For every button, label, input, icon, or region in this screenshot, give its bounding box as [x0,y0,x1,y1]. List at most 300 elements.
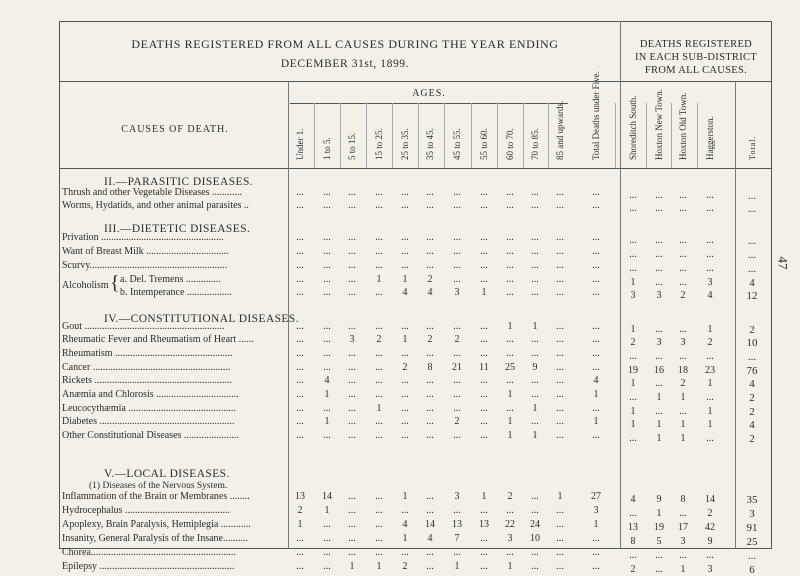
table-cell: ... [323,260,331,271]
table-cell: ... [679,190,687,201]
table-cell: 14 [322,491,332,502]
table-cell: 4 [324,375,330,386]
table-cell: ... [655,263,663,274]
table-cell: 1 [481,287,487,298]
table-cell: ... [592,246,600,257]
table-cell: ... [401,200,409,211]
table-cell: ... [556,246,564,257]
table-cell: 13 [295,491,305,502]
table-cell: ... [706,433,714,444]
table-cell: ... [375,505,383,516]
table-cell: ... [531,389,539,400]
table-date: DECEMBER 31st, 1899. [280,58,410,70]
table-cell: ... [531,287,539,298]
table-cell: ... [629,263,637,274]
table-cell: ... [480,403,488,414]
table-cell: ... [296,561,304,572]
table-cell: 2 [707,508,713,519]
table-cell: ... [401,403,409,414]
table-cell: ... [679,324,687,335]
table-cell: ... [506,348,514,359]
table-cell: ... [453,232,461,243]
rule-ages [290,103,568,104]
table-cell: ... [323,246,331,257]
table-cell: 4 [630,494,636,505]
table-cell: 42 [705,522,715,533]
table-cell: ... [375,362,383,373]
table-cell: ... [296,547,304,558]
cause-label: Chorea.......................................................... [62,547,236,558]
section-constitutional: IV.—CONSTITUTIONAL DISEASES. [104,313,299,325]
table-cell: 2 [507,491,513,502]
table-cell: 1 [707,406,713,417]
subdistrict-title [620,38,772,77]
table-cell: 2 [376,334,382,345]
column-header: 5 to 15. [347,132,357,160]
column-rule [497,103,498,168]
table-cell: 2 [402,362,408,373]
table-cell: 1 [593,389,599,400]
table-cell: ... [323,232,331,243]
table-cell: ... [296,287,304,298]
table-cell: ... [480,505,488,516]
table-cell: 1 [324,505,330,516]
table-cell: 1 [593,416,599,427]
table-cell: ... [655,235,663,246]
table-cell: ... [506,334,514,345]
table-cell: ... [531,246,539,257]
table-cell: ... [531,274,539,285]
table-cell: ... [323,430,331,441]
table-cell: ... [556,416,564,427]
rule-total [735,81,736,549]
table-cell: ... [592,430,600,441]
table-cell: ... [531,200,539,211]
cause-label: Epilepsy ...................................................... [62,561,235,572]
table-cell: 3 [656,337,662,348]
table-cell: ... [426,416,434,427]
causes-header: CAUSES OF DEATH. [121,124,229,135]
table-cell: 1 [376,403,382,414]
table-cell: 1 [376,561,382,572]
table-cell: ... [296,200,304,211]
column-header: Total Deaths under Five. [591,71,601,160]
table-cell: ... [531,505,539,516]
table-cell: ... [506,375,514,386]
table-cell: 1 [630,324,636,335]
table-cell: 2 [630,564,636,575]
cause-label: Apoplexy, Brain Paralysis, Hemiplegia ............ [62,519,251,530]
subsection-nervous: (1) Diseases of the Nervous System. [89,481,228,491]
table-cell: ... [375,287,383,298]
column-rule [418,103,419,168]
table-cell: 2 [707,337,713,348]
cause-label: a. Del. Tremens .............. [120,274,221,285]
table-cell: ... [453,389,461,400]
table-cell: ... [629,550,637,561]
table-cell: ... [426,491,434,502]
table-cell: ... [323,561,331,572]
table-cell: ... [629,351,637,362]
table-cell: 91 [746,522,758,534]
table-cell: ... [426,200,434,211]
table-cell: 3 [454,287,460,298]
table-cell: ... [323,334,331,345]
table-cell: ... [453,505,461,516]
table-cell: 25 [505,362,515,373]
table-cell: ... [453,260,461,271]
table-cell: ... [556,430,564,441]
table-cell: ... [426,187,434,198]
table-cell: ... [426,246,434,257]
table-cell: ... [401,348,409,359]
table-cell: ... [556,287,564,298]
table-cell: 8 [680,494,686,505]
table-cell: ... [296,416,304,427]
table-cell: ... [480,232,488,243]
column-header: 1 to 5. [322,137,332,160]
table-cell: ... [706,203,714,214]
table-cell: ... [747,351,757,363]
table-cell: 3 [680,337,686,348]
table-cell: ... [531,561,539,572]
table-cell: 3 [349,334,355,345]
table-cell: 6 [749,564,755,576]
table-cell: ... [296,348,304,359]
table-cell: ... [556,375,564,386]
table-cell: ... [401,260,409,271]
table-cell: 16 [654,365,664,376]
table-cell: ... [592,348,600,359]
rule-top [59,81,772,82]
table-cell: ... [592,232,600,243]
table-cell: 13 [479,519,489,530]
table-cell: ... [348,491,356,502]
table-cell: ... [531,375,539,386]
table-cell: 4 [749,378,755,390]
table-cell: ... [375,533,383,544]
table-cell: ... [592,403,600,414]
column-rule [392,103,393,168]
table-cell: ... [453,375,461,386]
table-cell: ... [556,334,564,345]
table-cell: 7 [454,533,460,544]
table-cell: ... [323,547,331,558]
table-cell: 25 [746,536,758,548]
table-cell: 1 [507,430,513,441]
table-cell: ... [655,190,663,201]
table-cell: 19 [654,522,664,533]
table-cell: ... [323,403,331,414]
table-cell: ... [592,334,600,345]
table-cell: ... [531,416,539,427]
table-cell: ... [480,187,488,198]
cause-label: Inflammation of the Brain or Membranes ........ [62,491,250,502]
column-header: 25 to 35. [400,128,410,160]
table-cell: ... [592,321,600,332]
table-cell: 10 [530,533,540,544]
table-cell: ... [480,274,488,285]
column-rule [523,103,524,168]
table-cell: 17 [678,522,688,533]
cause-label: Diabetes ...................................................... [62,416,235,427]
table-cell: ... [480,533,488,544]
table-cell: 4 [427,533,433,544]
table-cell: ... [348,430,356,441]
table-cell: ... [629,249,637,260]
column-rule [444,103,445,168]
cause-label: Insanity, General Paralysis of the Insane.......... [62,533,248,544]
table-cell: ... [323,321,331,332]
table-cell: 1 [680,392,686,403]
table-cell: ... [375,187,383,198]
table-cell: 24 [530,519,540,530]
table-cell: 2 [402,561,408,572]
table-cell: 1 [630,406,636,417]
table-cell: ... [375,232,383,243]
table-cell: 1 [376,274,382,285]
table-cell: ... [348,232,356,243]
table-cell: 3 [707,564,713,575]
table-cell: ... [480,430,488,441]
table-cell: ... [556,561,564,572]
table-cell: ... [706,263,714,274]
table-cell: ... [556,505,564,516]
table-cell: ... [323,274,331,285]
table-cell: ... [747,550,757,562]
table-cell: ... [655,203,663,214]
table-cell: ... [323,519,331,530]
table-cell: ... [348,547,356,558]
table-cell: ... [629,508,637,519]
table-cell: ... [679,351,687,362]
table-cell: 1 [507,389,513,400]
table-cell: 14 [425,519,435,530]
column-rule [340,103,341,168]
table-cell: 1 [680,433,686,444]
table-cell: 23 [705,365,715,376]
table-cell: ... [375,491,383,502]
table-cell: ... [480,321,488,332]
table-cell: ... [453,430,461,441]
table-cell: 2 [427,274,433,285]
table-cell: ... [375,200,383,211]
table-cell: ... [629,235,637,246]
table-cell: 2 [680,290,686,301]
table-cell: ... [655,277,663,288]
table-cell: ... [348,200,356,211]
table-cell: ... [348,533,356,544]
table-cell: ... [375,389,383,400]
table-cell: 1 [680,419,686,430]
table-cell: ... [348,187,356,198]
column-rule [314,103,315,168]
table-cell: 1 [707,324,713,335]
table-cell: ... [679,550,687,561]
table-cell: ... [426,430,434,441]
table-cell: 4 [593,375,599,386]
table-cell: 3 [507,533,513,544]
table-cell: ... [426,403,434,414]
table-cell: ... [556,187,564,198]
table-cell: 4 [707,290,713,301]
table-cell: ... [747,249,757,261]
column-rule [646,103,647,168]
table-cell: ... [706,392,714,403]
table-cell: 3 [454,491,460,502]
table-cell: ... [556,533,564,544]
table-cell: ... [556,348,564,359]
table-cell: 4 [749,277,755,289]
ages-header: AGES. [412,88,446,99]
rule-header-bottom [59,168,772,169]
table-cell: ... [679,249,687,260]
cause-label: Hydrocephalus .......................................... [62,505,231,516]
cause-label: Gout ........................................................ [62,321,225,332]
table-cell: ... [480,334,488,345]
subdistrict-title-line: DEATHS REGISTERED [639,39,753,50]
table-cell: ... [556,274,564,285]
column-rule [366,103,367,168]
table-cell: ... [453,348,461,359]
table-cell: ... [506,287,514,298]
table-cell: ... [375,430,383,441]
table-cell: 2 [749,433,755,445]
table-cell: ... [375,547,383,558]
table-cell: ... [706,351,714,362]
table-cell: 1 [707,419,713,430]
table-cell: 1 [656,508,662,519]
cause-label: Privation ................................................. [62,232,224,243]
column-header: 35 to 45. [425,128,435,160]
table-cell: 1 [630,419,636,430]
table-cell: ... [348,274,356,285]
table-cell: ... [296,187,304,198]
table-cell: ... [506,260,514,271]
table-cell: 1 [532,430,538,441]
table-cell: ... [296,533,304,544]
table-cell: ... [556,200,564,211]
cause-label: Want of Breast Milk ................................. [62,246,229,257]
table-cell: ... [375,321,383,332]
table-cell: ... [506,274,514,285]
table-cell: 1 [507,561,513,572]
table-cell: ... [480,348,488,359]
section-parasitic: II.—PARASITIC DISEASES. [104,176,254,188]
column-header: 70 to 85. [530,128,540,160]
table-cell: ... [592,533,600,544]
table-cell: ... [348,321,356,332]
table-cell: ... [592,260,600,271]
table-cell: ... [556,260,564,271]
table-cell: 22 [505,519,515,530]
table-cell: ... [706,190,714,201]
table-cell: ... [453,274,461,285]
table-cell: ... [401,232,409,243]
table-cell: 27 [591,491,601,502]
table-cell: ... [348,505,356,516]
table-cell: ... [592,274,600,285]
table-cell: 1 [507,321,513,332]
table-cell: ... [296,389,304,400]
table-cell: ... [506,547,514,558]
cause-label: Leucocythæmia ........................................... [62,403,236,414]
table-cell: ... [426,547,434,558]
table-cell: ... [655,564,663,575]
table-cell: 1 [532,403,538,414]
table-cell: 2 [454,334,460,345]
table-cell: 1 [349,561,355,572]
table-cell: ... [480,561,488,572]
cause-label: Scurvy....................................................... [62,260,228,271]
table-cell: ... [296,362,304,373]
table-cell: 2 [680,378,686,389]
table-cell: ... [296,232,304,243]
table-cell: ... [629,433,637,444]
table-cell: 1 [707,378,713,389]
table-cell: ... [375,375,383,386]
table-cell: ... [592,362,600,373]
table-cell: ... [426,321,434,332]
table-cell: ... [401,321,409,332]
table-cell: ... [629,203,637,214]
table-cell: ... [556,403,564,414]
alcoholism-brace: { [110,272,120,294]
table-cell: ... [506,187,514,198]
column-rule [671,103,672,168]
alcoholism-label: Alcoholism [62,280,109,291]
table-cell: 3 [749,508,755,520]
column-header: Hoxton New Town. [654,89,664,160]
table-cell: ... [679,508,687,519]
table-cell: ... [296,403,304,414]
table-cell: ... [506,200,514,211]
table-cell: ... [348,416,356,427]
cause-label: Other Constitutional Diseases ...................... [62,430,239,441]
table-cell: ... [679,277,687,288]
table-cell: 3 [680,536,686,547]
table-cell: ... [296,260,304,271]
table-cell: ... [506,403,514,414]
table-cell: ... [401,375,409,386]
table-cell: 1 [402,274,408,285]
table-cell: ... [679,263,687,274]
table-cell: ... [453,403,461,414]
table-cell: ... [592,547,600,558]
table-cell: ... [375,246,383,257]
table-cell: ... [348,403,356,414]
table-cell: ... [296,321,304,332]
table-cell: ... [348,260,356,271]
table-cell: 9 [707,536,713,547]
table-cell: ... [348,362,356,373]
table-cell: 12 [746,290,758,302]
table-cell: 10 [746,337,758,349]
table-cell: ... [655,550,663,561]
table-cell: 3 [593,505,599,516]
table-cell: 1 [507,416,513,427]
column-header: 45 to 55. [452,128,462,160]
table-cell: ... [401,389,409,400]
cause-label: Thrush and other Vegetable Diseases ............ [62,187,243,198]
table-cell: 18 [678,365,688,376]
table-cell: ... [453,321,461,332]
table-cell: ... [323,187,331,198]
table-cell: ... [706,550,714,561]
table-cell: 1 [593,519,599,530]
table-cell: 9 [656,494,662,505]
table-cell: ... [480,375,488,386]
